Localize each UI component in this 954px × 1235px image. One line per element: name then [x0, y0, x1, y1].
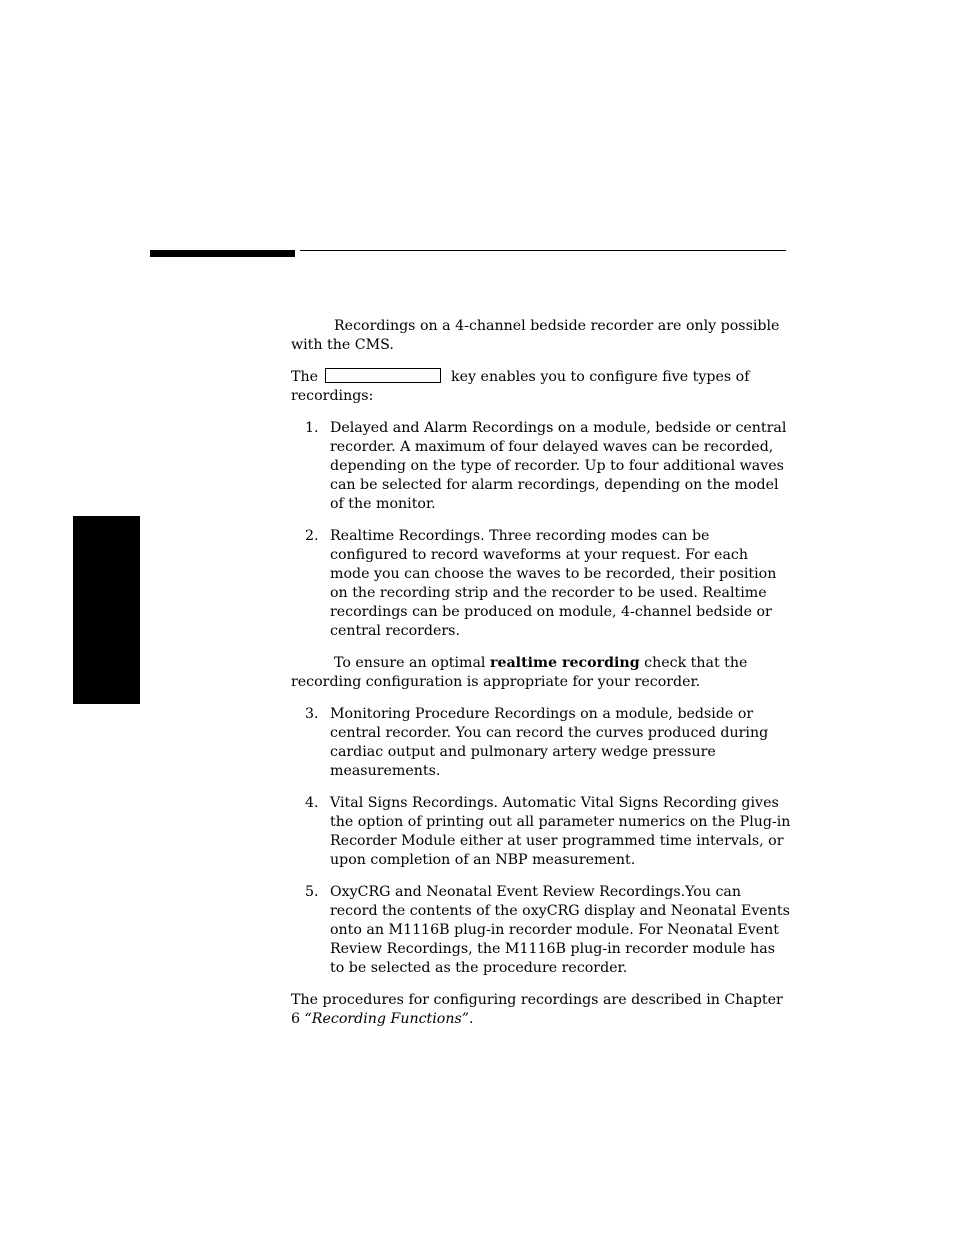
note2-after: check that the recording configuration is appropriate for your recorder. — [291, 655, 748, 690]
config-key-box — [325, 368, 441, 383]
list-item-number: 5. — [305, 884, 319, 900]
recording-types-list-1 — [291, 419, 791, 641]
closing-after: . — [469, 1011, 474, 1027]
page-body — [291, 317, 791, 1042]
chapter-reference: “Recording Functions” — [304, 1011, 470, 1027]
note-realtime — [291, 654, 791, 692]
list-item — [291, 883, 791, 978]
list-item-text: Delayed and Alarm Recordings on a module, bedside or central recorder. A maximum of four delayed waves can be recorded, depending on the type of recorder. Up to four additional waves can be selected for alarm recordings, depending on the model of the monitor. — [330, 420, 787, 512]
list-item-text: OxyCRG and Neonatal Event Review Recordings.You can record the contents of the oxyCRG display and Neonatal Events onto an M1116B plug-in recorder module. For Neonatal Event Review Recordings, the M1116B plug-in recorder module has to be selected as the procedure recorder. — [330, 884, 790, 976]
list-item — [291, 419, 791, 514]
list-item-text: Monitoring Procedure Recordings on a module, bedside or central recorder. You can record the curves produced during cardiac output and pulmonary artery wedge pressure measurements. — [330, 706, 769, 779]
note2-bold: realtime recording — [489, 655, 640, 671]
recording-types-list-2 — [291, 705, 791, 978]
closing-paragraph — [291, 991, 791, 1029]
list-item-number: 4. — [305, 795, 319, 811]
note-cms: Recordings on a 4-channel bedside recorder are only possible with the CMS. — [291, 318, 780, 353]
list-item-number: 1. — [305, 420, 319, 436]
chapter-thumb-tab — [73, 516, 140, 704]
list-item — [291, 794, 791, 870]
closing-before: The procedures for configuring recordings are described in Chapter 6 — [291, 992, 783, 1027]
note2-before: To ensure an optimal — [334, 655, 486, 671]
section-rule-thin — [300, 250, 786, 251]
list-item-text: Vital Signs Recordings. Automatic Vital Signs Recording gives the option of printing out all parameter numerics on the Plug-in Recorder Module either at user programmed time intervals, or upon completion of an NBP measurement. — [330, 795, 791, 868]
list-item — [291, 527, 791, 641]
list-item-number: 2. — [305, 528, 319, 544]
section-rule-thick — [150, 250, 295, 257]
list-item — [291, 705, 791, 781]
intro-after: key enables you to configure five types of recordings: — [291, 369, 750, 404]
list-item-number: 3. — [305, 706, 319, 722]
intro-before: The — [291, 369, 318, 385]
intro-paragraph — [291, 368, 791, 406]
list-item-text: Realtime Recordings. Three recording modes can be configured to record waveforms at your request. For each mode you can choose the waves to be recorded, their position on the recording strip and the recorder to be used. Realtime recordings can be produced on module, 4-channel bedside or central recorders. — [330, 528, 777, 639]
